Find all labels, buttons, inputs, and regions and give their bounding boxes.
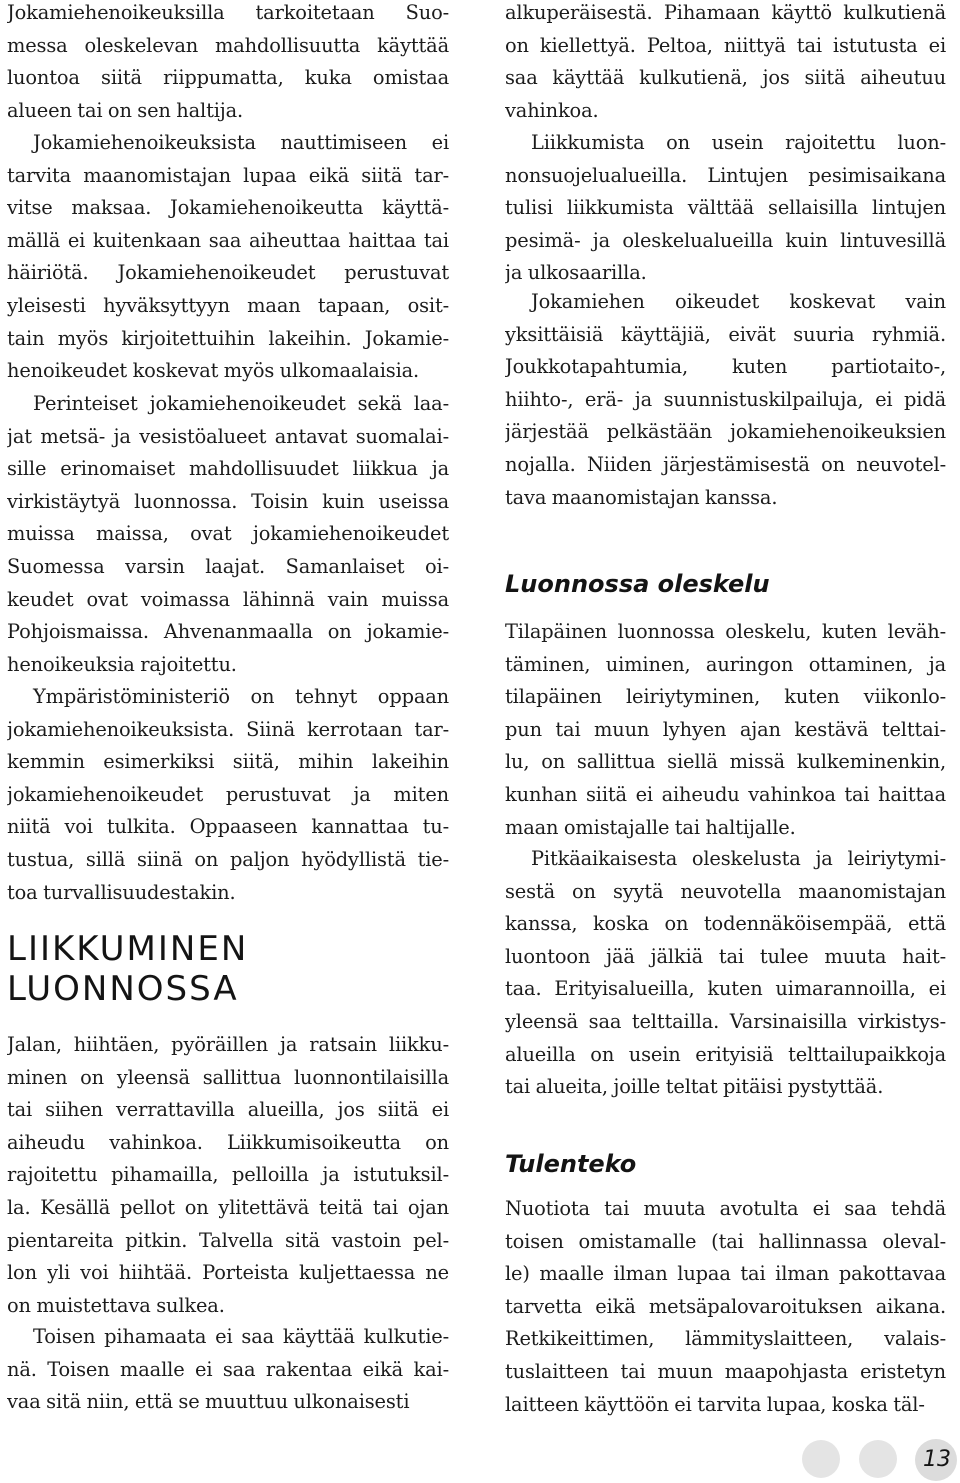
text-line: tulisi liikkumista välttää sellaisilla lintujen — [505, 196, 946, 220]
text-line: Nuotiota tai muuta avotulta ei saa tehdä — [505, 1197, 946, 1220]
text-line: le) maalle ilman lupaa tai ilman pakottavaa — [505, 1262, 946, 1286]
text-line: tustua, sillä siinä on paljon hyödyllistä tie- — [7, 847, 449, 871]
page-footer — [802, 1432, 960, 1483]
text-line: kanssa, koska on todennäköisempää, että — [505, 912, 946, 936]
text-line: luontoa siitä riippumatta, kuka omistaa — [7, 66, 449, 90]
text-line: jat metsä- ja vesistöalueet antavat suomalai- — [7, 424, 449, 448]
text-line: vaa sitä niin, että se muuttuu ulkonaisesti — [7, 1390, 410, 1414]
text-line: tava maanomistajan kanssa. — [505, 485, 778, 509]
paragraph-lines — [505, 616, 946, 844]
paragraph-lines — [7, 388, 449, 681]
text-line: yleisesti hyväksyttyyn maan tapaan, osit- — [7, 293, 449, 317]
paragraph-long-term-stay — [505, 843, 946, 1104]
text-line: Toisen pihamaata ei saa käyttää kulkutie- — [33, 1325, 449, 1348]
text-line: saa käyttää kulkutienä, jos siitä aiheutuu — [505, 66, 946, 90]
text-line: alueilla on usein erityisiä telttailupaikkoja — [505, 1042, 946, 1066]
text-line: Tilapäinen luonnossa oleskelu, kuten leväh- — [505, 620, 946, 643]
text-line: Perinteiset jokamiehenoikeudet sekä laa- — [33, 392, 449, 415]
text-line: jokamiehenoikeuksista. Siinä kerrotaan tar- — [7, 717, 449, 741]
page-number: 13 — [923, 1447, 951, 1472]
paragraph-lines — [505, 843, 946, 1104]
text-line: lon yli voi hiihtää. Porteista kuljettaessa ne — [7, 1261, 449, 1285]
text-line: Liikkumista on usein rajoitettu luon- — [531, 131, 946, 154]
text-line: aiheudu vahinkoa. Liikkumisoikeutta on — [7, 1130, 449, 1154]
paragraph-lines — [505, 127, 946, 290]
text-line: mällä ei kuitenkaan saa aiheuttaa haittaa tai — [7, 228, 449, 252]
paragraph-continuation — [505, 0, 946, 127]
text-line: muissa maissa, ovat jokamiehenoikeudet — [7, 522, 449, 546]
text-line: henoikeuksia rajoitettu. — [7, 652, 237, 676]
text-line: Jokamiehen oikeudet koskevat vain — [531, 290, 946, 313]
text-line: kunhan siitä ei aiheudu vahinkoa tai haittaa — [505, 782, 946, 806]
text-line: la. Kesällä pellot on ylitettävä teitä tai ojan — [7, 1195, 449, 1219]
text-line: järjestää pelkästään jokamiehenoikeuksien — [505, 420, 946, 444]
text-line: pientareita pitkin. Talvella sitä vastoin pel- — [7, 1228, 449, 1252]
text-line: on kiellettyä. Peltoa, niittyä tai istutusta ei — [505, 33, 946, 57]
text-line: alueen tai on sen haltija. — [7, 98, 244, 122]
paragraph-lines — [7, 127, 449, 388]
paragraph-lines — [7, 0, 449, 127]
paragraph-lines — [7, 1321, 449, 1419]
text-line: virkistäytyä luonnossa. Toisin kuin useissa — [7, 489, 449, 513]
text-line: Ympäristöministeriö on tehnyt oppaan — [33, 685, 449, 708]
text-line: täminen, uiminen, auringon ottaminen, ja — [505, 652, 946, 676]
text-line: maan omistajalle tai haltijalle. — [505, 815, 796, 839]
section-heading — [7, 929, 248, 1009]
heading-line: LIIKKUMINEN — [7, 929, 249, 969]
text-line: minen on yleensä sallittua luonnontilaisilla — [7, 1065, 449, 1089]
paragraph-individual-users — [505, 286, 946, 514]
paragraph-lines — [505, 0, 946, 127]
paragraph-no-permission — [7, 127, 449, 388]
paragraph-lines — [505, 1193, 946, 1421]
text-line: pun tai muun lyhyen ajan kestävä telttai- — [505, 717, 946, 741]
text-line: tuslaitteen tai muun maapohjasta eristetyn — [505, 1359, 946, 1383]
text-line: Retkikeittimen, lämmityslaitteen, valais- — [505, 1327, 946, 1351]
text-line: henoikeudet koskevat myös ulkomaalaisia. — [7, 359, 420, 383]
heading-line: LUONNOSSA — [7, 969, 239, 1009]
text-line: keudet ovat voimassa lähinnä vain muissa — [7, 587, 449, 611]
text-line: hiihto-, erä- ja suunnistuskilpailuja, ei pidä — [505, 387, 946, 411]
paragraph-intro — [7, 0, 449, 127]
text-line: Jokamiehenoikeuksista nauttimiseen ei — [33, 131, 449, 154]
paragraph-conservation-areas — [505, 127, 946, 290]
text-line: sille erinomaiset mahdollisuudet liikkua ja — [7, 457, 449, 481]
paragraph-ministry-guide — [7, 681, 449, 909]
subheading-staying-in-nature: Luonnossa oleskelu — [505, 570, 770, 598]
text-line: nä. Toisen maalle ei saa rakentaa eikä kai- — [7, 1357, 449, 1381]
text-line: on muistettava sulkea. — [7, 1293, 225, 1317]
decorative-circle — [802, 1440, 840, 1478]
paragraph-lines — [7, 1029, 449, 1322]
text-line: yleensä saa telttailla. Varsinaisilla virkistys- — [505, 1009, 946, 1033]
subheading-fire-making: Tulenteko — [505, 1150, 637, 1178]
paragraph-yard-rules — [7, 1321, 449, 1419]
text-line: Jokamiehenoikeuksilla tarkoitetaan Suo- — [7, 1, 449, 24]
text-line: taa. Erityisalueilla, kuten uimarannoilla, ei — [505, 977, 946, 1001]
text-line: messa oleskelevan mahdollisuutta käyttää — [7, 33, 449, 57]
paragraph-campfire-rules — [505, 1193, 946, 1421]
text-line: Joukkotapahtumia, kuten partiotaito-, — [505, 355, 946, 379]
text-line: Suomessa varsin laajat. Samanlaiset oi- — [7, 554, 449, 578]
text-line: yksittäisiä käyttäjiä, eivät suuria ryhmiä. — [505, 322, 946, 346]
text-line: sestä on syytä neuvotella maanomistajan — [505, 879, 946, 903]
decorative-circle — [859, 1440, 897, 1478]
text-line: laitteen käyttöön ei tarvita lupaa, koska täl- — [505, 1392, 925, 1416]
text-line: Jalan, hiihtäen, pyöräillen ja ratsain liikku- — [7, 1033, 449, 1056]
paragraph-moving-allowed — [7, 1029, 449, 1322]
text-line: luontoon jää jälkiä tai tulee muuta hait- — [505, 944, 946, 968]
text-line: rajoitettu pihamailla, pelloilla ja istutuksil- — [7, 1163, 449, 1187]
text-line: tai alueita, joille teltat pitäisi pystyttää. — [505, 1075, 884, 1099]
text-line: alkuperäisestä. Pihamaan käyttö kulkutienä — [505, 1, 946, 24]
text-line: häiriötä. Jokamiehenoikeudet perustuvat — [7, 261, 449, 285]
paragraph-lines — [505, 286, 946, 514]
text-line: niitä voi tulkita. Oppaaseen kannattaa tu- — [7, 815, 449, 839]
paragraph-temporary-stay — [505, 616, 946, 844]
text-line: Pitkäaikaisesta oleskelusta ja leiriytymi- — [531, 847, 946, 870]
text-line: toisen omistamalle (tai hallinnassa oleval- — [505, 1229, 946, 1253]
paragraph-traditional-rights — [7, 388, 449, 681]
text-line: ja ulkosaarilla. — [505, 261, 647, 285]
text-line: lu, on sallittua siellä missä kulkeminenkin, — [505, 750, 946, 774]
text-line: nojalla. Niiden järjestämisestä on neuvotel- — [505, 452, 946, 476]
text-line: nonsuojelualueilla. Lintujen pesimisaikana — [505, 163, 946, 187]
text-line: vahinkoa. — [505, 98, 599, 122]
text-line: tai siihen verrattavilla alueilla, jos siitä ei — [7, 1098, 449, 1122]
text-line: vitse maksaa. Jokamiehenoikeutta käyttä- — [7, 196, 449, 220]
text-line: tilapäinen leiriytyminen, kuten viikonlo- — [505, 685, 946, 709]
text-line: kemmin esimerkiksi siitä, mihin lakeihin — [7, 750, 449, 774]
text-line: toa turvallisuudestakin. — [7, 880, 236, 904]
text-line: pesimä- ja oleskelualueilla kuin lintuvesillä — [505, 228, 946, 252]
text-line: tarvita maanomistajan lupaa eikä siitä tar- — [7, 163, 449, 187]
text-line: tain myös kirjoitettuihin lakeihin. Jokamie- — [7, 326, 449, 350]
paragraph-lines — [7, 681, 449, 909]
text-line: tarvetta eikä metsäpalovaroituksen aikana. — [505, 1294, 946, 1318]
text-line: jokamiehenoikeudet perustuvat ja miten — [7, 782, 449, 806]
text-line: Pohjoismaissa. Ahvenanmaalla on jokamie- — [7, 620, 449, 644]
